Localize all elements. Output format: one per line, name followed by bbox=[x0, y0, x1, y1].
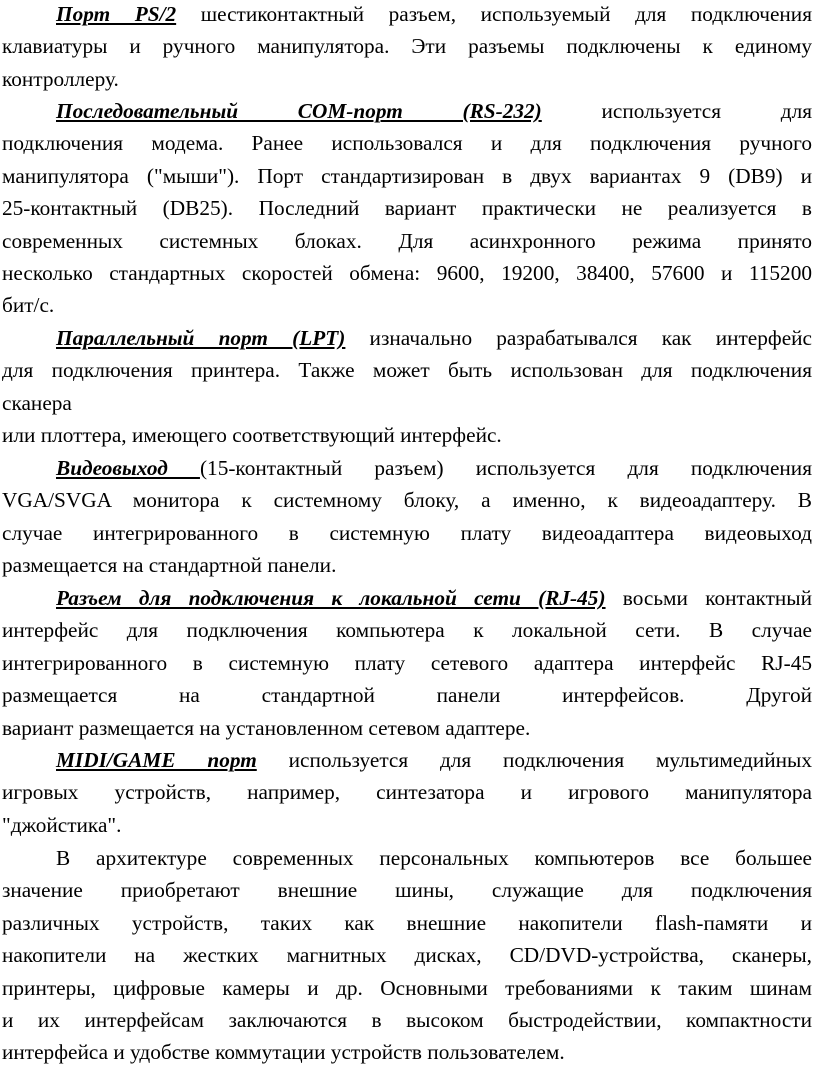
paragraph-external-buses bbox=[2, 842, 812, 1069]
term-com-port: Последовательный COM-порт (RS-232) bbox=[56, 99, 542, 123]
paragraph-video-out bbox=[2, 452, 812, 582]
text-line bbox=[2, 744, 812, 776]
text-line: несколько стандартных скоростей обмена: 9600, 19200, 38400, 57600 и 115200 bbox=[2, 261, 812, 286]
text-line bbox=[2, 452, 812, 484]
text-line: вариант размещается на установленном сетевом адаптере. bbox=[2, 715, 531, 740]
term-video-out: Видеовыход bbox=[56, 456, 200, 480]
text-line: В архитектуре современных персональных компьютеров все большее bbox=[56, 846, 812, 870]
text-line: интегрированного в системную плату сетевого адаптера интерфейс RJ-45 bbox=[2, 650, 812, 675]
text-line: VGA/SVGA монитора к системному блоку, а именно, к видеоадаптеру. В bbox=[2, 488, 812, 513]
text-line bbox=[2, 322, 812, 354]
text-line: случае интегрированного в системную плату видеоадаптера видеовыход bbox=[2, 520, 812, 545]
text-line: интерфейса и удобстве коммутации устройств пользователем. bbox=[2, 1040, 565, 1065]
paragraph-rj45 bbox=[2, 582, 812, 744]
text-line: и их интерфейсам заключаются в высоком быстродействии, компактности bbox=[2, 1008, 812, 1033]
text-fragment: используется для bbox=[541, 99, 812, 123]
paragraph-lpt-port bbox=[2, 322, 812, 452]
text-line: игровых устройств, например, синтезатора и игрового манипулятора bbox=[2, 780, 812, 805]
term-lpt-port: Параллельный порт (LPT) bbox=[56, 326, 346, 350]
paragraph-ps2 bbox=[2, 0, 812, 95]
term-rj45: Разъем для подключения к локальной сети (RJ-45) bbox=[56, 586, 606, 610]
text-line bbox=[2, 95, 812, 127]
text-line: подключения модема. Ранее использовался и для подключения ручного bbox=[2, 131, 812, 156]
text-line: клавиатуры и ручного манипулятора. Эти разъемы подключены к единому bbox=[2, 34, 812, 59]
text-fragment: изначально разрабатывался как интерфейс bbox=[345, 326, 813, 350]
text-line: накопители на жестких магнитных дисках, CD/DVD-устройства, сканеры, bbox=[2, 943, 812, 968]
text-fragment: (15-контактный разъем) используется для подключения bbox=[199, 456, 812, 480]
text-line: или плоттера, имеющего соответствующий интерфейс. bbox=[2, 423, 502, 448]
text-line: интерфейс для подключения компьютера к локальной сети. В случае bbox=[2, 618, 812, 643]
text-line: современных системных блоках. Для асинхронного режима принято bbox=[2, 228, 812, 253]
text-line bbox=[2, 582, 812, 614]
text-fragment: используется для подключения мультимедийных bbox=[256, 748, 812, 772]
term-ps2: Порт PS/2 bbox=[56, 2, 177, 26]
text-line: сканера bbox=[2, 390, 72, 415]
term-midi-game: MIDI/GAME порт bbox=[56, 748, 257, 772]
text-line bbox=[2, 0, 812, 30]
text-line: различных устройств, таких как внешние накопители flash-памяти и bbox=[2, 910, 812, 935]
text-line: для подключения принтера. Также может быть использован для подключения bbox=[2, 358, 812, 383]
text-line: "джойстика". bbox=[2, 812, 122, 837]
text-line: размещается на стандартной панели. bbox=[2, 553, 337, 578]
text-line: размещается на стандартной панели интерфейсов. Другой bbox=[2, 683, 812, 708]
text-line: значение приобретают внешние шины, служащие для подключения bbox=[2, 878, 812, 903]
paragraph-com-port bbox=[2, 95, 812, 322]
text-line: бит/с. bbox=[2, 293, 55, 318]
paragraph-midi-game bbox=[2, 744, 812, 841]
text-line: 25-контактный (DB25). Последний вариант практически не реализуется в bbox=[2, 196, 812, 221]
text-line: контроллеру. bbox=[2, 66, 119, 91]
text-fragment: шестиконтактный разъем, используемый для подключения bbox=[176, 2, 812, 26]
text-line: принтеры, цифровые камеры и др. Основными требованиями к таким шинам bbox=[2, 975, 812, 1000]
text-line: манипулятора ("мыши"). Порт стандартизирован в двух вариантах 9 (DB9) и bbox=[2, 163, 812, 188]
text-fragment: восьми контактный bbox=[605, 586, 813, 610]
